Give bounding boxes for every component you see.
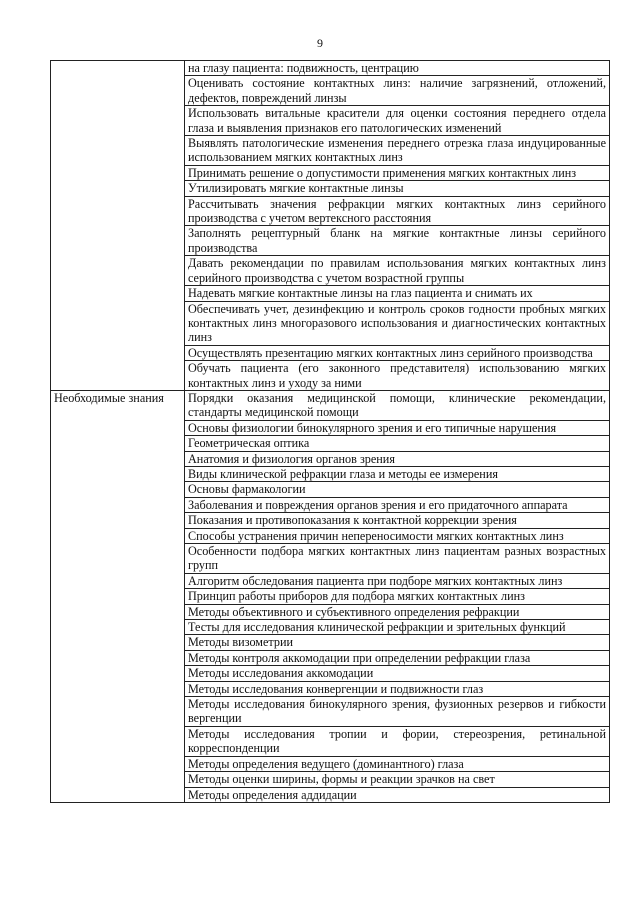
requirement-item: Принимать решение о допустимости применения мягких контактных линз [185, 165, 610, 180]
requirement-item: Способы устранения причин непереносимости мягких контактных линз [185, 528, 610, 543]
requirement-item: Осуществлять презентацию мягких контактных линз серийного производства [185, 345, 610, 360]
requirement-item: Давать рекомендации по правилам использования мягких контактных линз серийного производства с учетом возрастной группы [185, 256, 610, 286]
requirement-item: Надевать мягкие контактные линзы на глаз пациента и снимать их [185, 286, 610, 301]
requirement-item: Основы фармакологии [185, 482, 610, 497]
requirement-item: Виды клинической рефракции глаза и методы ее измерения [185, 466, 610, 481]
requirement-item: Использовать витальные красители для оценки состояния переднего отдела глаза и выявления признаков его патологических изменений [185, 106, 610, 136]
requirements-table [50, 60, 610, 803]
requirement-item: Основы физиологии бинокулярного зрения и его типичные нарушения [185, 420, 610, 435]
requirement-item: Методы контроля аккомодации при определении рефракции глаза [185, 650, 610, 665]
requirement-item: Заполнять рецептурный бланк на мягкие контактные линзы серийного производства [185, 226, 610, 256]
requirement-item: Обучать пациента (его законного представителя) использованию мягких контактных линз и уходу за ними [185, 361, 610, 391]
requirement-item: Оценивать состояние контактных линз: наличие загрязнений, отложений, дефектов, повреждений линзы [185, 76, 610, 106]
requirement-item: Принцип работы приборов для подбора мягких контактных линз [185, 589, 610, 604]
table-row [51, 61, 610, 76]
requirement-item: Выявлять патологические изменения переднего отрезка глаза индуцированные использованием мягких контактных линз [185, 136, 610, 166]
requirement-item: Заболевания и повреждения органов зрения и его придаточного аппарата [185, 497, 610, 512]
requirement-item: Методы определения ведущего (доминантного) глаза [185, 756, 610, 771]
requirement-item: Методы визометрии [185, 635, 610, 650]
requirement-item: Методы исследования конвергенции и подвижности глаз [185, 681, 610, 696]
requirement-item: Методы определения аддидации [185, 787, 610, 802]
page-number: 9 [317, 36, 323, 50]
requirement-item: Методы исследования аккомодации [185, 666, 610, 681]
requirement-item: Особенности подбора мягких контактных линз пациентам разных возрастных групп [185, 544, 610, 574]
requirement-item: Методы оценки ширины, формы и реакции зрачков на свет [185, 772, 610, 787]
requirement-item: Алгоритм обследования пациента при подборе мягких контактных линз [185, 573, 610, 588]
requirement-item: Методы объективного и субъективного определения рефракции [185, 604, 610, 619]
requirement-item: Методы исследования тропии и фории, стереозрения, ретинальной корреспонденции [185, 726, 610, 756]
requirement-item: Тесты для исследования клинической рефракции и зрительных функций [185, 620, 610, 635]
section-label [51, 61, 185, 391]
requirement-item: Анатомия и физиология органов зрения [185, 451, 610, 466]
requirement-item: Методы исследования бинокулярного зрения, фузионных резервов и гибкости вергенции [185, 697, 610, 727]
table-row [51, 390, 610, 420]
requirement-item: Рассчитывать значения рефракции мягких контактных линз серийного производства с учетом вертексного расстояния [185, 196, 610, 226]
requirement-item: Показания и противопоказания к контактной коррекции зрения [185, 513, 610, 528]
requirement-item: Утилизировать мягкие контактные линзы [185, 181, 610, 196]
requirement-item: Геометрическая оптика [185, 436, 610, 451]
requirement-item: Обеспечивать учет, дезинфекцию и контроль сроков годности пробных мягких контактных линз многоразового использования и диагностических контактных линз [185, 301, 610, 345]
section-label: Необходимые знания [51, 390, 185, 802]
requirements-table-body [51, 61, 610, 803]
requirement-item: на глазу пациента: подвижность, центрацию [185, 61, 610, 76]
requirement-item: Порядки оказания медицинской помощи, клинические рекомендации, стандарты медицинской помощи [185, 390, 610, 420]
